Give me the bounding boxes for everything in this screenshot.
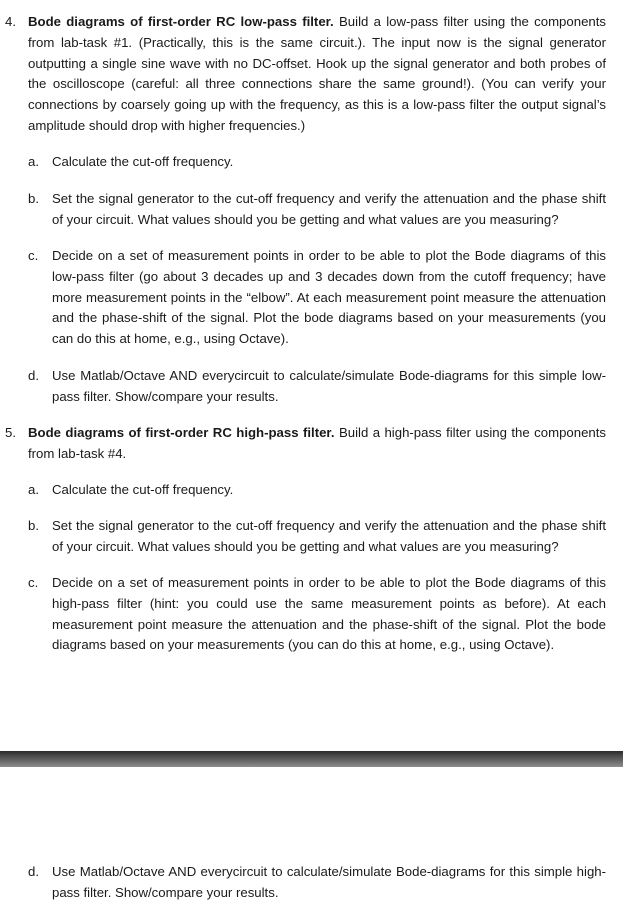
task-5-text: Build a high-pass filter using the components from lab-task #4. xyxy=(28,425,607,461)
item-text: Use Matlab/Octave AND everycircuit to calculate/simulate Bode-diagrams for this simple low-pass filter. Show/compare your results. xyxy=(52,368,606,404)
item-letter: c. xyxy=(28,575,39,590)
item-letter: a. xyxy=(28,154,39,169)
item-letter: a. xyxy=(28,482,39,497)
item-text: Set the signal generator to the cut-off frequency and verify the attenuation and the phase shift of your circuit. What values should you be getting and what values are you measuring? xyxy=(52,518,606,554)
item-letter: b. xyxy=(28,518,39,533)
item-text: Decide on a set of measurement points in order to be able to plot the Bode diagrams of this high-pass filter (hint: you could use the same measurement points as before). At each measurement point measure the attenuation and the phase-shift of the signal. Plot the bode diagrams based on your measurements (you can do this at home, e.g., using Octave). xyxy=(52,575,606,653)
item-letter: b. xyxy=(28,191,39,206)
task-5-number: 5. xyxy=(5,425,16,440)
item-text: Decide on a set of measurement points in order to be able to plot the Bode diagrams of this low-pass filter (go about 3 decades up and 3 decades down from the cutoff frequency; have more measurement points in the “elbow”. At each measurement point measure the attenuation and the phase-shift of the signal. Plot the bode diagrams based on your measurements (you can do this at home, e.g., using Octave). xyxy=(52,248,606,347)
item-letter: d. xyxy=(28,864,39,879)
task-5-title: Bode diagrams of first-order RC high-pass filter. xyxy=(28,425,335,440)
page-break-divider xyxy=(0,751,623,767)
item-text: Use Matlab/Octave AND everycircuit to calculate/simulate Bode-diagrams for this simple high-pass filter. Show/compare your results. xyxy=(52,864,606,900)
item-text: Calculate the cut-off frequency. xyxy=(52,482,234,497)
task-5-paragraph xyxy=(28,423,606,465)
task-4-number: 4. xyxy=(5,14,16,29)
task-4-text: Build a low-pass filter using the components from lab-task #1. (Practically, this is the same circuit.). The input now is the signal generator outputting a single sine wave with no DC-offset. Hook up the signal generator and both probes of the oscilloscope (careful: all three connections share the same ground!). (You can verify your connections by coarsely going up with the frequency, as this is a low-pass filter the output signal’s amplitude should drop with higher frequencies.) xyxy=(28,14,606,133)
item-text: Calculate the cut-off frequency. xyxy=(52,154,234,169)
task-4-title: Bode diagrams of first-order RC low-pass filter. xyxy=(28,14,334,29)
task-4-paragraph xyxy=(28,12,606,137)
item-letter: d. xyxy=(28,368,39,383)
item-letter: c. xyxy=(28,248,39,263)
item-text: Set the signal generator to the cut-off frequency and verify the attenuation and the phase shift of your circuit. What values should you be getting and what values are you measuring? xyxy=(52,191,606,227)
